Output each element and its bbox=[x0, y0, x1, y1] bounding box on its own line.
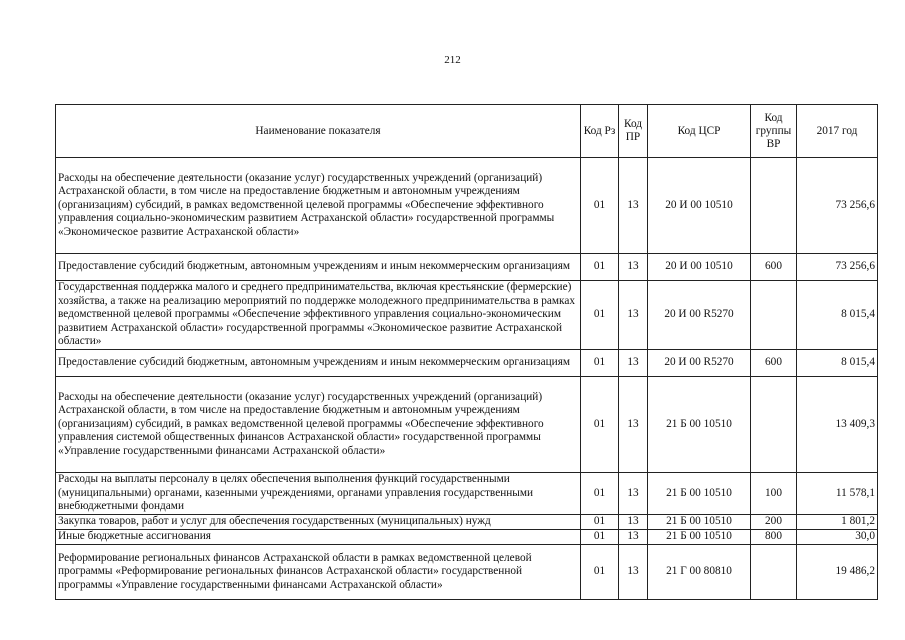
header-rz: Код Рз bbox=[581, 105, 619, 158]
header-csr: Код ЦСР bbox=[648, 105, 751, 158]
row-vr: 200 bbox=[751, 515, 797, 530]
row-rz: 01 bbox=[581, 158, 619, 254]
row-amount: 8 015,4 bbox=[797, 350, 878, 377]
table-row bbox=[56, 545, 878, 600]
row-csr: 21 Г 00 80810 bbox=[648, 545, 751, 600]
row-pr: 13 bbox=[619, 530, 648, 545]
row-pr: 13 bbox=[619, 515, 648, 530]
row-pr: 13 bbox=[619, 158, 648, 254]
row-vr bbox=[751, 281, 797, 350]
row-rz: 01 bbox=[581, 545, 619, 600]
page-number: 212 bbox=[444, 54, 461, 66]
row-csr: 20 И 00 R5270 bbox=[648, 350, 751, 377]
row-rz: 01 bbox=[581, 254, 619, 281]
row-amount: 30,0 bbox=[797, 530, 878, 545]
row-vr bbox=[751, 545, 797, 600]
row-name: Реформирование региональных финансов Астраханской области в рамках ведомственной целевой программы «Реформирование региональных финансов Астраханской области» государственной программы «Управление государственными финансами Астраханской области» bbox=[56, 545, 581, 600]
header-name: Наименование показателя bbox=[56, 105, 581, 158]
header-year: 2017 год bbox=[797, 105, 878, 158]
row-amount: 73 256,6 bbox=[797, 158, 878, 254]
row-pr: 13 bbox=[619, 281, 648, 350]
row-name: Расходы на выплаты персоналу в целях обеспечения выполнения функций государственными (муниципальными) органами, казенными учреждениями, органами управления государственными внебюджетными фондами bbox=[56, 473, 581, 515]
row-vr: 600 bbox=[751, 350, 797, 377]
table-header-row bbox=[56, 105, 878, 158]
table-row bbox=[56, 377, 878, 473]
table-row bbox=[56, 473, 878, 515]
row-amount: 11 578,1 bbox=[797, 473, 878, 515]
row-pr: 13 bbox=[619, 377, 648, 473]
header-pr: Код ПР bbox=[619, 105, 648, 158]
row-csr: 21 Б 00 10510 bbox=[648, 377, 751, 473]
row-name: Иные бюджетные ассигнования bbox=[56, 530, 581, 545]
row-pr: 13 bbox=[619, 350, 648, 377]
row-vr bbox=[751, 377, 797, 473]
row-rz: 01 bbox=[581, 377, 619, 473]
row-csr: 21 Б 00 10510 bbox=[648, 530, 751, 545]
row-amount: 13 409,3 bbox=[797, 377, 878, 473]
row-csr: 21 Б 00 10510 bbox=[648, 515, 751, 530]
table-row bbox=[56, 530, 878, 545]
row-pr: 13 bbox=[619, 473, 648, 515]
header-vr: Код группы ВР bbox=[751, 105, 797, 158]
row-csr: 20 И 00 10510 bbox=[648, 254, 751, 281]
row-amount: 73 256,6 bbox=[797, 254, 878, 281]
row-rz: 01 bbox=[581, 281, 619, 350]
row-name: Расходы на обеспечение деятельности (оказание услуг) государственных учреждений (организаций) Астраханской области, в том числе на предоставление бюджетным и автономным учреждениям (организациям) субсидий, в рамках ведомственной целевой программы «Обеспечение эффективного управления социально-экономическим развитием Астраханской области» государственной программы «Экономическое развитие Астраханской области» bbox=[56, 158, 581, 254]
row-amount: 1 801,2 bbox=[797, 515, 878, 530]
budget-table bbox=[55, 104, 878, 600]
table-row bbox=[56, 254, 878, 281]
table-row bbox=[56, 158, 878, 254]
row-rz: 01 bbox=[581, 530, 619, 545]
row-csr: 20 И 00 10510 bbox=[648, 158, 751, 254]
row-name: Закупка товаров, работ и услуг для обеспечения государственных (муниципальных) нужд bbox=[56, 515, 581, 530]
table-row bbox=[56, 281, 878, 350]
row-csr: 21 Б 00 10510 bbox=[648, 473, 751, 515]
row-pr: 13 bbox=[619, 545, 648, 600]
row-name: Расходы на обеспечение деятельности (оказание услуг) государственных учреждений (организаций) Астраханской области, в том числе на предоставление бюджетным и автономным учреждениям (организациям) субсидий, в рамках ведомственной целевой программы «Обеспечение эффективного управления системой общественных финансов Астраханской области» государственной программы «Управление государственными финансами Астраханской области» bbox=[56, 377, 581, 473]
row-vr: 800 bbox=[751, 530, 797, 545]
row-vr bbox=[751, 158, 797, 254]
row-rz: 01 bbox=[581, 350, 619, 377]
table-row bbox=[56, 515, 878, 530]
row-vr: 100 bbox=[751, 473, 797, 515]
row-rz: 01 bbox=[581, 515, 619, 530]
table-row bbox=[56, 350, 878, 377]
row-amount: 19 486,2 bbox=[797, 545, 878, 600]
row-name: Государственная поддержка малого и среднего предпринимательства, включая крестьянские (фермерские) хозяйства, а также на реализацию мероприятий по поддержке молодежного предпринимательства в рамках ведомственной целевой программы «Обеспечение эффективного управления социально-экономическим развитием Астраханской области» государственной программы «Экономическое развитие Астраханской области» bbox=[56, 281, 581, 350]
row-name: Предоставление субсидий бюджетным, автономным учреждениям и иным некоммерческим организациям bbox=[56, 254, 581, 281]
row-rz: 01 bbox=[581, 473, 619, 515]
row-name: Предоставление субсидий бюджетным, автономным учреждениям и иным некоммерческим организациям bbox=[56, 350, 581, 377]
row-csr: 20 И 00 R5270 bbox=[648, 281, 751, 350]
row-amount: 8 015,4 bbox=[797, 281, 878, 350]
row-vr: 600 bbox=[751, 254, 797, 281]
row-pr: 13 bbox=[619, 254, 648, 281]
